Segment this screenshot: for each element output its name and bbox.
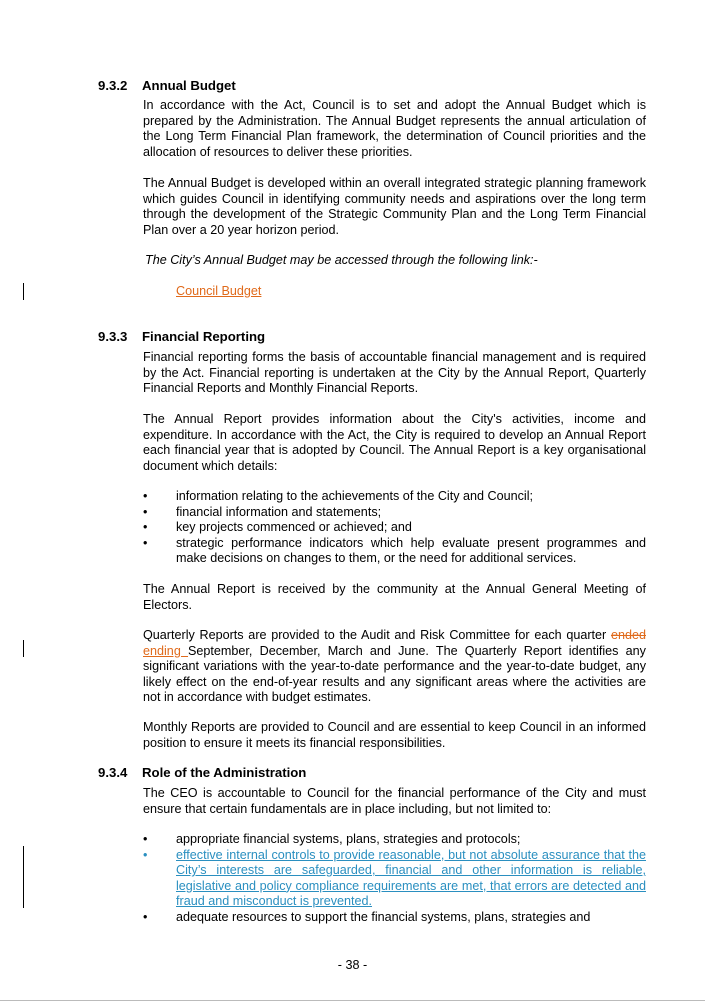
list-item-text: effective internal controls to provide reasonable, but not absolute assurance that the City’s interests are safeguarded, financial and other information is reliable, legislative and policy compliance requirements are met, that errors are detected and fraud and misconduct is prevented. [176,847,646,908]
list-item [143,520,646,536]
bullet-glyph: • [143,909,148,924]
bullet-glyph: • [143,535,148,550]
list-item-text: key projects commenced or achieved; and [176,520,412,534]
page-number: - 38 - [337,958,368,972]
council-budget-link[interactable]: Council Budget [176,284,262,298]
paragraph: The Annual Report provides information about the City's activities, income and expenditure. In accordance with the Act, the City is required to develop an Annual Report each financial year that is adopted by Council. The Annual Report is a key organisational document which details: [143,412,646,473]
section-heading-9-3-3 [98,329,265,345]
list-item [143,489,646,505]
bullet-list [143,489,646,567]
change-bar [23,283,24,300]
section-heading-9-3-4 [98,765,306,781]
list-item [143,505,646,521]
paragraph: In accordance with the Act, Council is to set and adopt the Annual Budget which is prepared by the Administration. The Annual Budget represents the annual articulation of the Long Term Financial Plan framework, the determination of Council priorities and the allocation of resources to deliver these priorities. [143,98,646,159]
list-item-tracked-insertion [143,848,646,910]
bullet-glyph: • [143,489,148,503]
page-bottom-divider [0,1000,705,1001]
change-bar [23,846,24,908]
bullet-glyph: • [143,504,148,519]
tracked-insertion: ending [143,643,189,658]
paragraph-text: Quarterly Reports are provided to the Audit and Risk Committee for each quarter [143,628,611,642]
list-item-text: appropriate financial systems, plans, strategies and protocols; [176,832,521,846]
tracked-deletion: ended [610,628,646,642]
paragraph: Monthly Reports are provided to Council and are essential to keep Council in an informed position to ensure it meets its financial responsibilities. [143,720,646,750]
paragraph-text: September, December, March and June. The Quarterly Report identifies any significant variations with the year-to-date performance and the year-to-date budget, any likely effect on the end-of-year results and any significant areas where the activities are not in accordance with budget estimates. [143,643,646,704]
section-number: 9.3.3 [98,329,128,344]
paragraph: Financial reporting forms the basis of accountable financial management and is required by the Act. Financial reporting is undertaken at the City by the Annual Report, Quarterly Financial Reports and Monthly Financial Reports. [143,350,646,395]
paragraph: The Annual Report is received by the community at the Annual General Meeting of Electors. [143,582,646,612]
change-bar [23,640,24,657]
list-item [143,536,646,567]
paragraph: The Annual Budget is developed within an overall integrated strategic planning framework which guides Council in identifying community needs and aspirations over the long term through the development of the Strategic Community Plan and the Long Term Financial Plan over a 20 year horizon period. [143,176,646,237]
bullet-glyph: • [143,847,148,862]
bullet-glyph: • [143,832,148,846]
list-item [143,910,646,926]
list-item-text: information relating to the achievements of the City and Council; [176,489,534,503]
section-title: Annual Budget [142,78,236,93]
list-item-text: adequate resources to support the financial systems, plans, strategies and [176,909,591,924]
paragraph [143,628,646,706]
list-item-text: financial information and statements; [176,504,382,519]
section-number: 9.3.4 [98,765,128,780]
list-item [143,832,646,848]
section-number: 9.3.2 [98,78,128,93]
section-title: Role of the Administration [142,765,307,780]
paragraph: The City’s Annual Budget may be accessed through the following link:- [145,253,538,267]
paragraph: The CEO is accountable to Council for the financial performance of the City and must ensure that certain fundamentals are in place including, but not limited to: [143,786,646,816]
bullet-glyph: • [143,520,148,534]
list-item-text: strategic performance indicators which help evaluate present programmes and make decisions on changes to them, or the need for additional services. [176,535,646,565]
section-heading-9-3-2 [98,78,236,94]
bullet-list [143,832,646,925]
section-title: Financial Reporting [142,329,266,344]
